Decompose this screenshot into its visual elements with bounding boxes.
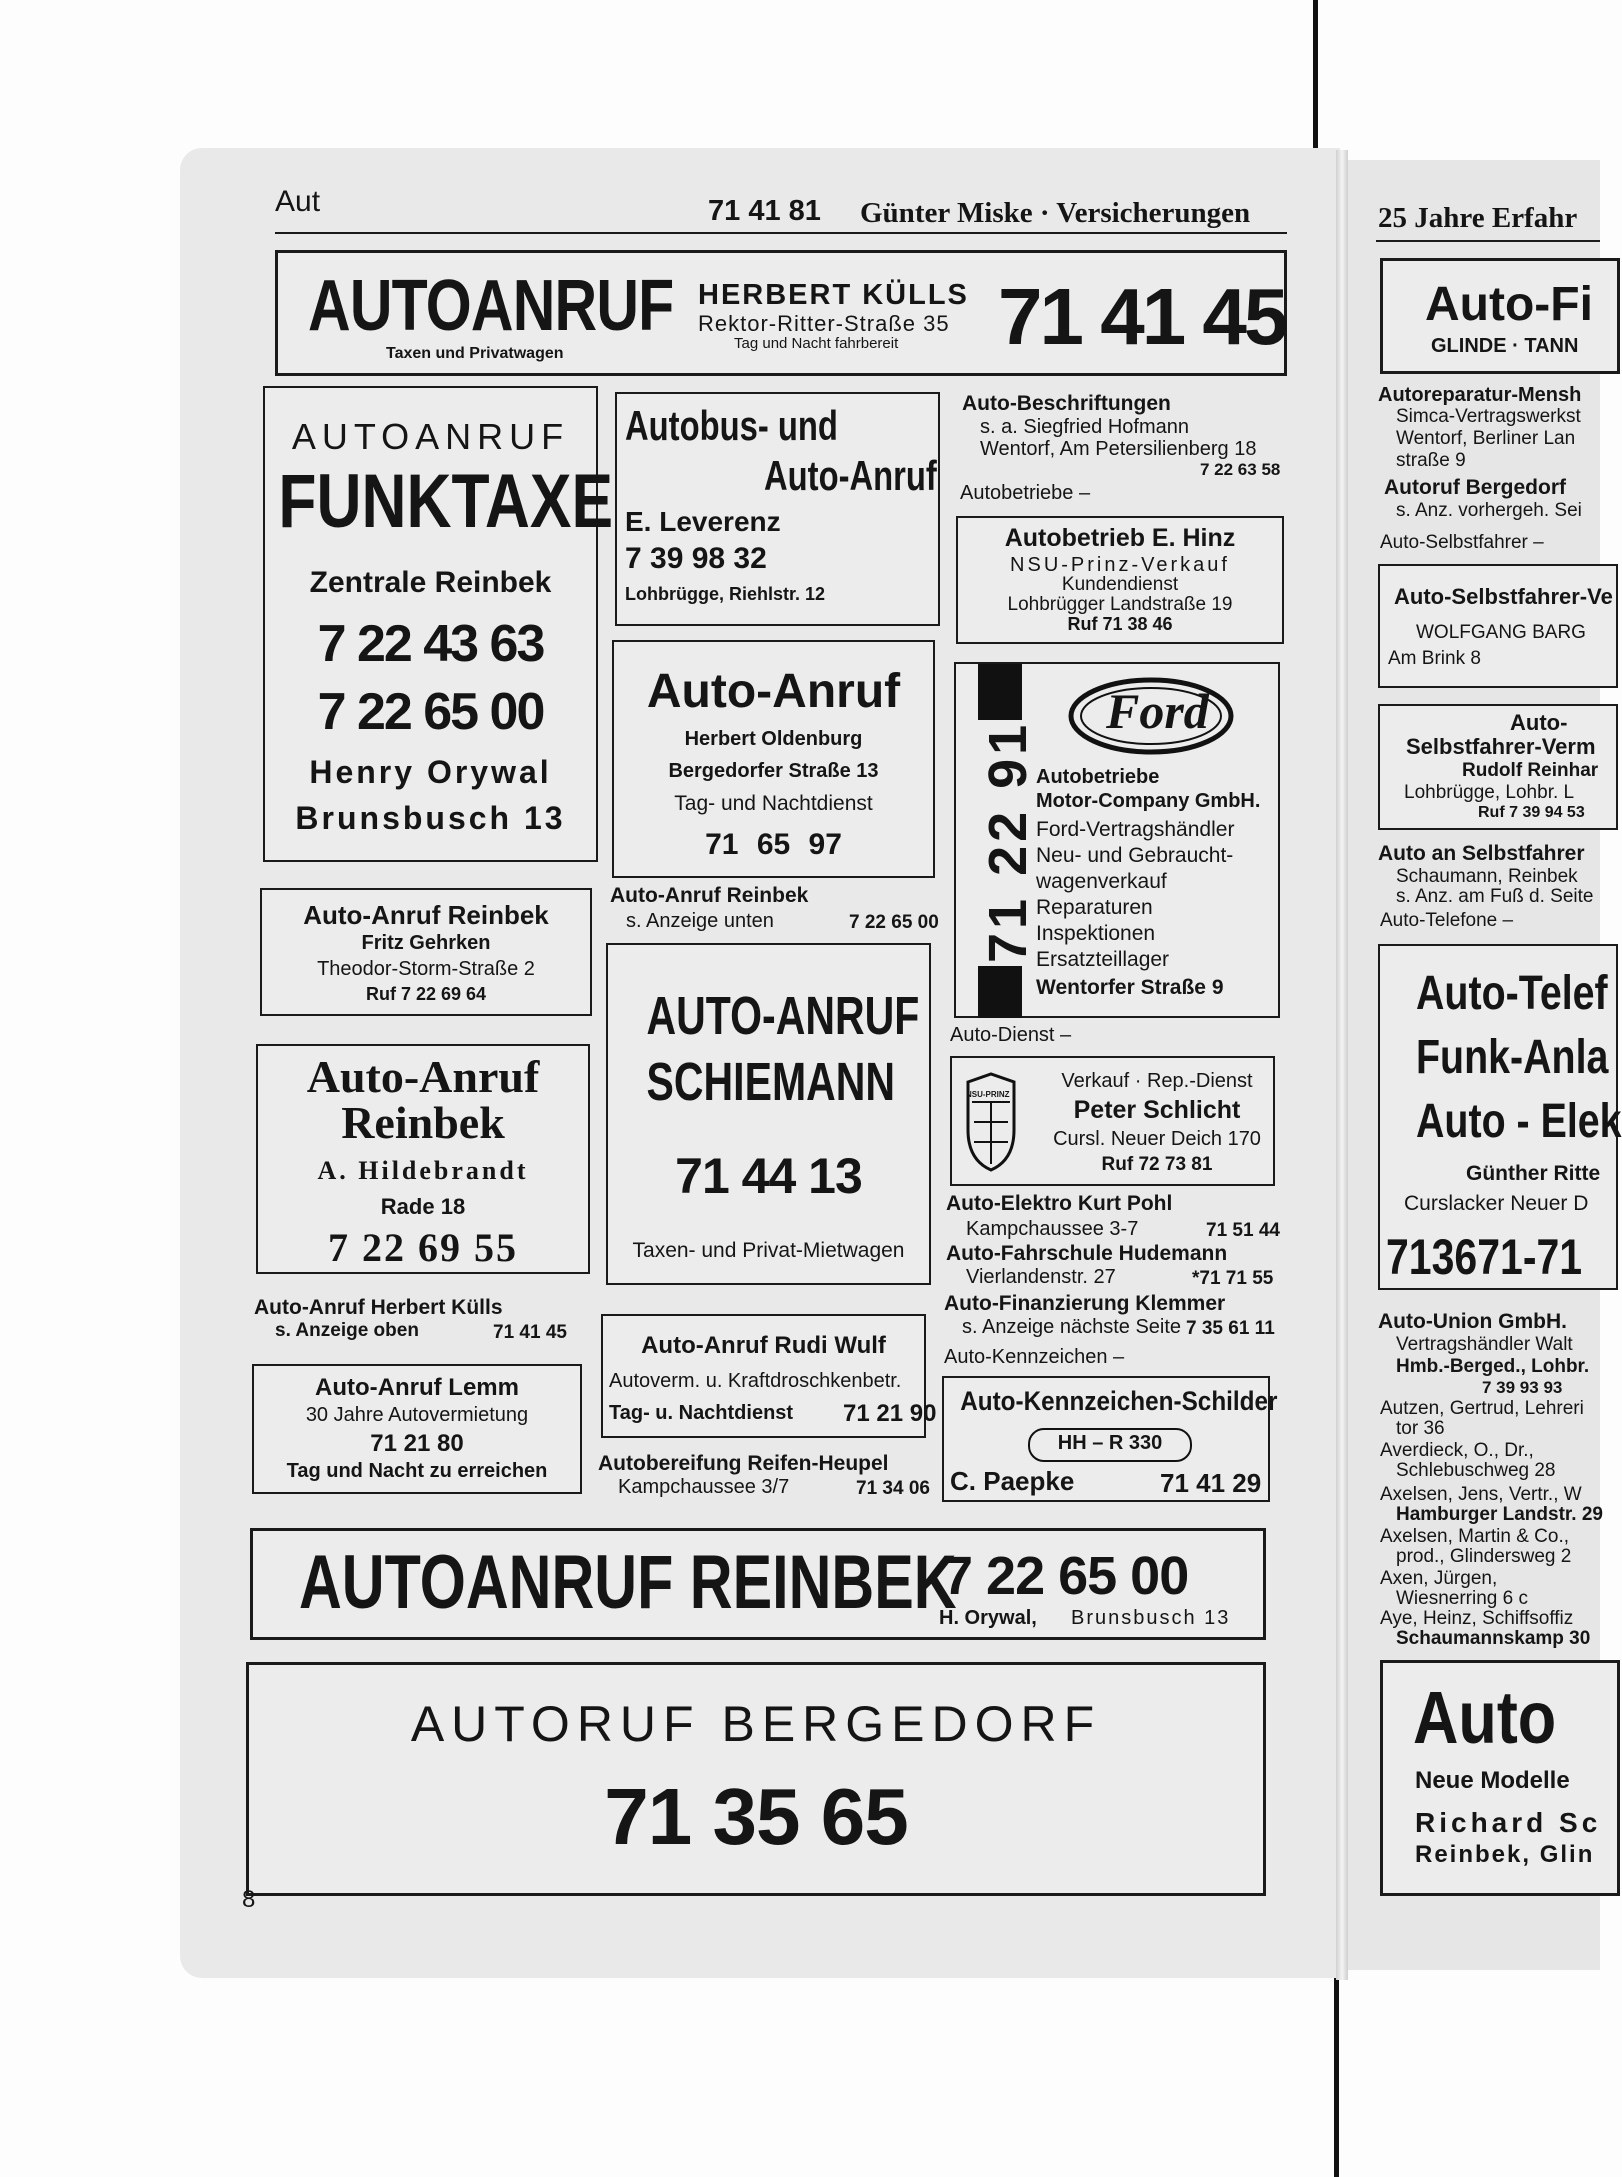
ad-ford-line1: Autobetriebe <box>1036 766 1160 788</box>
rp-ad-selbstfahrer <box>1378 564 1618 688</box>
ad-wulf <box>601 1314 937 1438</box>
ad-schiemann <box>606 943 931 1285</box>
ad-leverenz-address: Lohbrügge, Riehlstr. 12 <box>625 584 826 604</box>
ad-ford-logo-text: Ford <box>1106 683 1209 739</box>
ad-oldenburg <box>612 640 935 878</box>
rp-ad5-l4: Reinbek, Glin <box>1415 1841 1595 1868</box>
rp-e8: Axelsen, Martin & Co., <box>1380 1526 1570 1547</box>
ad-schiemann-note: Taxen- und Privat-Mietwagen <box>632 1239 905 1262</box>
rp-e3-l2: s. Anz. am Fuß d. Seite <box>1396 886 1594 907</box>
entry-klemmer-phone: 7 35 61 11 <box>1186 1318 1275 1339</box>
ad-funktaxe-phone1: 7 22 43 63 <box>317 615 544 673</box>
ad-orywal-banner <box>250 1528 1266 1640</box>
ad-lemm-line2: Tag und Nacht zu erreichen <box>286 1460 548 1482</box>
binding-line-top <box>1313 0 1318 150</box>
ad-lemm <box>252 1364 582 1494</box>
section-autodienst: Auto-Dienst – <box>950 1024 1072 1046</box>
ad-bergedorf-phone: 71 35 65 <box>604 1772 908 1861</box>
entry-beschriftungen-line1: s. a. Siegfried Hofmann <box>980 416 1189 438</box>
header-rule-right <box>1376 240 1600 242</box>
ad-lemm-title: Auto-Anruf Lemm <box>315 1374 519 1401</box>
ad-kuells-subtitle: Taxen und Privatwagen <box>386 345 564 362</box>
entry-kuells-phone: 71 41 45 <box>493 1322 567 1343</box>
ad-ford-list-0: Ford-Vertragshändler <box>1036 818 1235 841</box>
ad-kuells-banner <box>275 250 1287 376</box>
ford-bar-bottom <box>978 966 1022 1018</box>
rp-e1-l2: Wentorf, Berliner Lan <box>1396 428 1576 449</box>
ad-hildebrandt-name: A. Hildebrandt <box>317 1156 529 1185</box>
ad-ford-street: Wentorfer Straße 9 <box>1036 976 1224 999</box>
entry-beschriftungen-title: Auto-Beschriftungen <box>962 392 1171 415</box>
ad-oldenburg-service: Tag- und Nachtdienst <box>674 792 873 815</box>
rp-ad4-l2: Funk-Anla <box>1416 1031 1609 1084</box>
ad-leverenz-line1: Autobus- und <box>625 402 838 449</box>
ad-funktaxe <box>263 386 614 862</box>
ad-hinz-phone: Ruf 71 38 46 <box>1067 614 1173 634</box>
ad-funktaxe-phone2: 7 22 65 00 <box>317 683 544 741</box>
ad-kuells-phone: 71 41 45 <box>998 272 1286 361</box>
entry-hudemann-title: Auto-Fahrschule Hudemann <box>946 1242 1228 1265</box>
page-number: 8 <box>242 1886 256 1913</box>
rp-e3-title: Auto an Selbstfahrer <box>1378 842 1585 865</box>
ad-paepke-plate-text: HH – R 330 <box>1057 1432 1163 1454</box>
entry-reinbek-ref: s. Anzeige unten <box>626 910 774 932</box>
section-kennzeichen: Auto-Kennzeichen – <box>944 1346 1125 1368</box>
rp-e10: Aye, Heinz, Schiffsoffiz <box>1380 1608 1574 1629</box>
ad-hinz-line2: Kundendienst <box>1061 574 1179 595</box>
entry-beschriftungen-phone: 7 22 63 58 <box>1200 460 1281 479</box>
ad-schlicht-line1: Verkauf · Rep.-Dienst <box>1061 1070 1253 1092</box>
rp-ad1-title: Auto-Fi <box>1425 278 1593 331</box>
ad-wulf-title: Auto-Anruf Rudi Wulf <box>641 1332 886 1359</box>
rp-ad-autofi <box>1380 258 1620 374</box>
ad-orywal-banner-street: Brunsbusch 13 <box>1071 1607 1231 1629</box>
ad-wulf-line1: Autoverm. u. Kraftdroschkenbetr. <box>609 1370 902 1392</box>
rp-ad3-l3: Rudolf Reinhar <box>1462 760 1599 781</box>
ad-kuells-note: Tag und Nacht fahrbereit <box>734 335 899 352</box>
rp-e1-l3: straße 9 <box>1396 450 1466 471</box>
ad-gehrken-street: Theodor-Storm-Straße 2 <box>317 958 535 980</box>
ad-funktaxe-name: Henry Orywal <box>309 754 552 790</box>
ad-paepke-phone: 71 41 29 <box>1160 1468 1262 1498</box>
rp-ad2-title: Auto-Selbstfahrer-Ve <box>1394 584 1613 609</box>
entry-kuells-title: Auto-Anruf Herbert Külls <box>254 1296 503 1319</box>
rp-sec2: Auto-Telefone – <box>1380 910 1514 931</box>
ford-bar-top <box>978 664 1022 720</box>
ad-funktaxe-street: Brunsbusch 13 <box>295 800 566 836</box>
ad-kuells-name: HERBERT KÜLLS <box>698 279 969 311</box>
ad-lemm-line1: 30 Jahre Autovermietung <box>305 1404 529 1426</box>
rp-ad4-l3: Auto - Elek <box>1416 1095 1622 1148</box>
rp-e9b: Wiesnerring 6 c <box>1396 1588 1528 1609</box>
ad-funktaxe-line3: Zentrale Reinbek <box>309 566 552 599</box>
ad-orywal-banner-name: H. Orywal, <box>939 1607 1037 1629</box>
rp-sec1: Auto-Selbstfahrer – <box>1380 532 1544 553</box>
ad-orywal-banner-title: AUTOANRUF REINBEK <box>299 1540 957 1625</box>
ad-oldenburg-phone: 71 65 97 <box>705 828 842 861</box>
rp-ad1-sub: GLINDE · TANN <box>1431 335 1579 357</box>
ad-paepke-name: C. Paepke <box>950 1466 1075 1496</box>
rp-ad4-l5: Curslacker Neuer D <box>1404 1192 1589 1215</box>
entry-heupel-street: Kampchaussee 3/7 <box>618 1476 790 1498</box>
ad-hildebrandt-phone: 7 22 69 55 <box>328 1225 518 1270</box>
rp-ad4-l1: Auto-Telef <box>1416 967 1608 1020</box>
ad-hildebrandt-street: Rade 18 <box>380 1194 466 1219</box>
ad-schlicht-name: Peter Schlicht <box>1073 1096 1241 1124</box>
ad-hinz-line3: Lohbrügger Landstraße 19 <box>1007 594 1233 615</box>
entry-pohl-street: Kampchaussee 3-7 <box>966 1218 1139 1240</box>
rp-e1-title: Autoreparatur-Mensh <box>1378 384 1582 406</box>
rp-e3-l1: Schaumann, Reinbek <box>1396 866 1578 887</box>
entry-klemmer-title: Auto-Finanzierung Klemmer <box>944 1292 1226 1315</box>
ad-leverenz-name: E. Leverenz <box>625 506 781 537</box>
entry-pohl-phone: 71 51 44 <box>1206 1220 1280 1241</box>
ad-ford-line2: Motor-Company GmbH. <box>1036 790 1261 812</box>
rp-ad-telefone <box>1378 944 1622 1290</box>
entry-reinbek-phone: 7 22 65 00 <box>849 912 939 933</box>
ad-ford-list-5: Ersatzteillager <box>1036 948 1170 971</box>
ad-schlicht-emblem: NSU-PRINZ <box>966 1090 1010 1099</box>
rp-ad5-l1: Auto <box>1413 1676 1557 1759</box>
rp-e4-l2: Hmb.-Berged., Lohbr. <box>1396 1356 1590 1377</box>
ad-schlicht <box>950 1056 1275 1186</box>
header-left: Aut <box>275 185 321 218</box>
rp-ad2-l2: Am Brink 8 <box>1388 648 1481 669</box>
ad-hinz-title: Autobetrieb E. Hinz <box>1004 524 1236 552</box>
entry-reinbek-title: Auto-Anruf Reinbek <box>610 884 809 907</box>
ad-bergedorf <box>246 1662 1266 1896</box>
ad-orywal-banner-phone: 7 22 65 00 <box>943 1546 1189 1606</box>
header-right: 25 Jahre Erfahr <box>1378 202 1578 234</box>
ad-funktaxe-line1: AUTOANRUF <box>291 416 570 457</box>
ad-kuells-title: AUTOANRUF <box>308 266 674 346</box>
rp-e7: Axelsen, Jens, Vertr., W <box>1380 1484 1582 1505</box>
ad-hildebrandt-line2: Reinbek <box>341 1097 505 1148</box>
entry-heupel-phone: 71 34 06 <box>856 1478 930 1499</box>
rp-ad3-l2: Selbstfahrer-Verm <box>1406 734 1596 759</box>
rp-ad2-l1: WOLFGANG BARG <box>1416 622 1586 643</box>
ad-oldenburg-street: Bergedorfer Straße 13 <box>668 760 879 782</box>
ad-kuells-address: Rektor-Ritter-Straße 35 <box>698 311 950 336</box>
rp-ad-reinhar <box>1378 704 1618 830</box>
ad-schlicht-phone: Ruf 72 73 81 <box>1101 1154 1213 1175</box>
entry-hudemann-street: Vierlandenstr. 27 <box>966 1266 1116 1288</box>
ad-ford-vertical-phone: 71 22 91 <box>978 720 1038 963</box>
ad-ford <box>954 662 1280 1018</box>
rp-e9: Axen, Jürgen, <box>1380 1568 1498 1589</box>
ad-gehrken-title: Auto-Anruf Reinbek <box>303 900 549 930</box>
header-rule <box>275 232 1287 234</box>
ad-ford-list-3: Reparaturen <box>1036 896 1153 919</box>
entry-klemmer-ref: s. Anzeige nächste Seite <box>962 1316 1182 1338</box>
rp-ad-auto <box>1380 1660 1620 1896</box>
ad-ford-list-2: wagenverkauf <box>1036 870 1167 893</box>
ad-ford-list-4: Inspektionen <box>1036 922 1156 945</box>
rp-e6: Averdieck, O., Dr., <box>1380 1440 1534 1461</box>
rp-e1-l1: Simca-Vertragswerkst <box>1396 406 1581 427</box>
ad-schiemann-line2: SCHIEMANN <box>646 1052 896 1112</box>
rp-e2-title: Autoruf Bergedorf <box>1384 476 1566 499</box>
entry-beschriftungen-line2: Wentorf, Am Petersilienberg 18 <box>980 438 1257 460</box>
rp-e5: Autzen, Gertrud, Lehreri <box>1380 1398 1584 1419</box>
rp-e4-l3: 7 39 93 93 <box>1482 1378 1563 1397</box>
ad-leverenz-phone: 7 39 98 32 <box>625 542 767 575</box>
ad-schlicht-street: Cursl. Neuer Deich 170 <box>1053 1128 1261 1150</box>
ad-hildebrandt <box>256 1044 590 1274</box>
nsu-prinz-shield-icon <box>964 1072 1018 1172</box>
entry-kuells-ref: s. Anzeige oben <box>275 1320 419 1341</box>
ad-paepke <box>942 1376 1278 1502</box>
rp-ad4-l4: Günther Ritte <box>1466 1162 1601 1185</box>
entry-heupel-title: Autobereifung Reifen-Heupel <box>598 1452 889 1475</box>
entry-hudemann-phone: *71 71 55 <box>1192 1268 1274 1289</box>
header-phone: 71 41 81 <box>708 195 821 227</box>
ad-paepke-title: Auto-Kennzeichen-Schilder <box>960 1386 1278 1416</box>
ad-hildebrandt-line1: Auto-Anruf <box>306 1051 540 1102</box>
ad-funktaxe-line2: FUNKTAXE <box>278 459 614 544</box>
rp-ad4-phone: 713671-71 <box>1386 1229 1583 1285</box>
ad-wulf-phone: 71 21 90 <box>843 1400 937 1427</box>
rp-ad3-l1: Auto- <box>1510 710 1568 735</box>
rp-e6b: Schlebuschweg 28 <box>1396 1460 1556 1481</box>
ad-hinz-line1: NSU-Prinz-Verkauf <box>1010 554 1230 576</box>
ad-leverenz-line2: Auto-Anruf <box>764 452 937 499</box>
rp-ad3-l4: Lohbrügge, Lohbr. L <box>1404 782 1575 803</box>
entry-pohl-title: Auto-Elektro Kurt Pohl <box>946 1192 1173 1215</box>
ad-oldenburg-name: Herbert Oldenburg <box>684 728 863 750</box>
binding-line-bottom <box>1334 1970 1339 2177</box>
rp-e8b: prod., Glindersweg 2 <box>1396 1546 1572 1567</box>
rp-ad3-l5: Ruf 7 39 94 53 <box>1478 804 1585 821</box>
ad-leverenz <box>615 392 940 626</box>
rp-e10b: Schaumannskamp 30 <box>1396 1628 1591 1649</box>
rp-ad5-l2: Neue Modelle <box>1415 1767 1570 1794</box>
rp-e5b: tor 36 <box>1396 1418 1445 1439</box>
ad-oldenburg-title: Auto-Anruf <box>646 665 901 718</box>
rp-e2-l1: s. Anz. vorhergeh. Sei <box>1396 500 1582 521</box>
ad-schiemann-phone: 71 44 13 <box>675 1148 862 1204</box>
rp-e4-title: Auto-Union GmbH. <box>1378 1310 1567 1333</box>
rp-e4-l1: Vertragshändler Walt <box>1396 1334 1573 1355</box>
ad-wulf-line2: Tag- u. Nachtdienst <box>609 1402 794 1424</box>
header-name: Günter Miske · Versicherungen <box>860 197 1251 229</box>
ad-ford-list-1: Neu- und Gebraucht- <box>1036 844 1234 867</box>
ad-bergedorf-title: AUTORUF BERGEDORF <box>410 1696 1102 1752</box>
ad-lemm-phone: 71 21 80 <box>370 1430 464 1457</box>
ad-gehrken-name: Fritz Gehrken <box>361 932 491 954</box>
ad-hinz <box>956 516 1284 644</box>
ad-gehrken <box>260 888 592 1016</box>
rp-ad5-l3: Richard Sc <box>1415 1807 1602 1838</box>
rp-e7b: Hamburger Landstr. 29 <box>1396 1504 1603 1525</box>
ad-schiemann-line1: AUTO-ANRUF <box>646 986 920 1046</box>
section-autobetriebe: Autobetriebe – <box>960 482 1091 504</box>
ad-gehrken-phone: Ruf 7 22 69 64 <box>365 984 487 1004</box>
page-gutter <box>1336 150 1348 1980</box>
